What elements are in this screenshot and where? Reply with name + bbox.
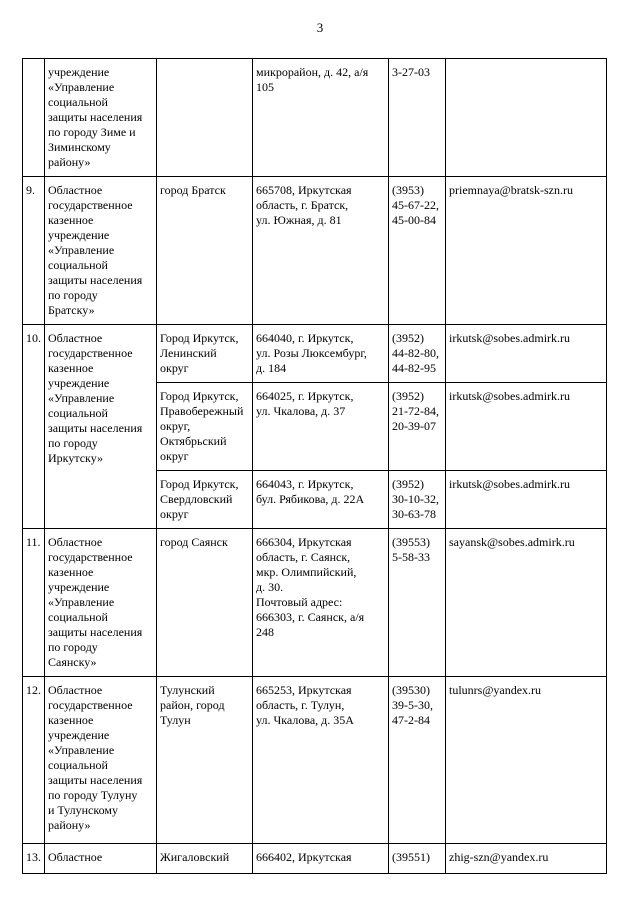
row-number-cell: 9. (23, 177, 45, 325)
email-cell: irkutsk@sobes.admirk.ru (446, 383, 607, 471)
email-cell: irkutsk@sobes.admirk.ru (446, 325, 607, 383)
institution-name-cell: Областное государственное казенное учреждение «Управление социальной защиты населения по городу Саянску» (45, 529, 157, 677)
table-row (23, 59, 607, 177)
phone-cell: (39553) 5-58-33 (389, 529, 446, 677)
phone-cell: (3952) 21-72-84, 20-39-07 (389, 383, 446, 471)
service-area-cell: Город Иркутск, Правобережный округ, Октябрьский округ (157, 383, 253, 471)
row-number-cell: 12. (23, 677, 45, 844)
address-cell: 664025, г. Иркутск, ул. Чкалова, д. 37 (253, 383, 389, 471)
page-number: 3 (316, 20, 324, 35)
address-cell: 666402, Иркутская (253, 844, 389, 874)
phone-cell: 3-27-03 (389, 59, 446, 177)
institution-name-cell: Областное государственное казенное учреждение «Управление социальной защиты населения по городу Братску» (45, 177, 157, 325)
phone-cell: (39530) 39-5-30, 47-2-84 (389, 677, 446, 844)
service-area-cell: город Саянск (157, 529, 253, 677)
address-cell: 664043, г. Иркутск, бул. Рябикова, д. 22А (253, 471, 389, 529)
email-cell: sayansk@sobes.admirk.ru (446, 529, 607, 677)
address-cell: 666304, Иркутская область, г. Саянск, мкр. Олимпийский, д. 30. Почтовый адрес: 666303, г. Саянск, а/я 248 (253, 529, 389, 677)
address-cell: микрорайон, д. 42, а/я 105 (253, 59, 389, 177)
row-number-cell: 10. (23, 325, 45, 529)
phone-cell: (39551) (389, 844, 446, 874)
table-row (23, 325, 607, 383)
institution-name-cell: Областное государственное казенное учреждение «Управление социальной защиты населения по городу Тулуну и Тулунскому району» (45, 677, 157, 844)
address-cell: 665253, Иркутская область, г. Тулун, ул. Чкалова, д. 35А (253, 677, 389, 844)
service-area-cell: Тулунский район, город Тулун (157, 677, 253, 844)
email-cell: irkutsk@sobes.admirk.ru (446, 471, 607, 529)
service-area-cell (157, 59, 253, 177)
service-area-cell: Жигаловский (157, 844, 253, 874)
row-number-cell: 13. (23, 844, 45, 874)
phone-cell: (3952) 30-10-32, 30-63-78 (389, 471, 446, 529)
institution-name-cell: учреждение «Управление социальной защиты населения по городу Зиме и Зиминскому району» (45, 59, 157, 177)
institutions-table (22, 58, 607, 874)
email-cell (446, 59, 607, 177)
address-cell: 664040, г. Иркутск, ул. Розы Люксембург, д. 184 (253, 325, 389, 383)
service-area-cell: Город Иркутск, Свердловский округ (157, 471, 253, 529)
phone-cell: (3952) 44-82-80, 44-82-95 (389, 325, 446, 383)
service-area-cell: Город Иркутск, Ленинский округ (157, 325, 253, 383)
table-row (23, 844, 607, 874)
email-cell: tulunrs@yandex.ru (446, 677, 607, 844)
institution-name-cell: Областное государственное казенное учреждение «Управление социальной защиты населения по городу Иркутску» (45, 325, 157, 529)
email-cell: zhig-szn@yandex.ru (446, 844, 607, 874)
table-row (23, 529, 607, 677)
table-row (23, 177, 607, 325)
phone-cell: (3953) 45-67-22, 45-00-84 (389, 177, 446, 325)
email-cell: priemnaya@bratsk-szn.ru (446, 177, 607, 325)
address-cell: 665708, Иркутская область, г. Братск, ул. Южная, д. 81 (253, 177, 389, 325)
row-number-cell (23, 59, 45, 177)
row-number-cell: 11. (23, 529, 45, 677)
table-row (23, 677, 607, 844)
service-area-cell: город Братск (157, 177, 253, 325)
institution-name-cell: Областное (45, 844, 157, 874)
